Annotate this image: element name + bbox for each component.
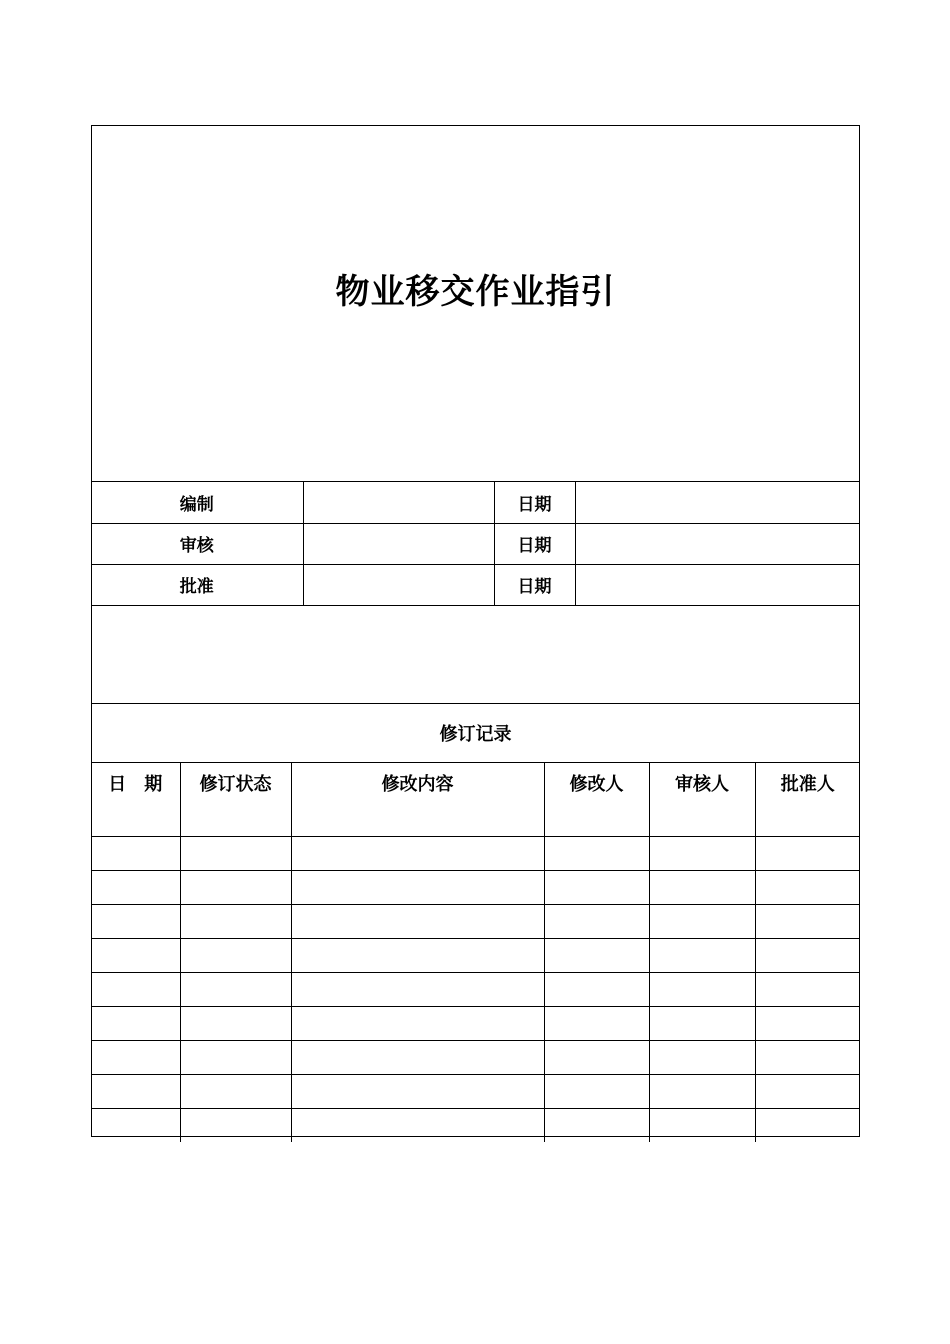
approval-name-cell[interactable]	[303, 482, 494, 523]
revision-cell[interactable]	[544, 802, 649, 836]
revision-cell[interactable]	[291, 938, 544, 972]
approval-role-label: 审核	[91, 523, 303, 564]
approval-name-cell[interactable]	[303, 564, 494, 605]
revision-cell[interactable]	[649, 904, 755, 938]
document-frame	[91, 125, 860, 1137]
revision-cell[interactable]	[544, 1108, 649, 1142]
revision-cell[interactable]	[291, 1006, 544, 1040]
revision-cell[interactable]	[291, 1040, 544, 1074]
revision-row	[91, 938, 860, 972]
revision-cell[interactable]	[180, 802, 291, 836]
revision-row	[91, 1108, 860, 1142]
revision-cell[interactable]	[291, 1108, 544, 1142]
revision-cell[interactable]	[291, 836, 544, 870]
revision-cell[interactable]	[91, 1006, 180, 1040]
revision-cell[interactable]	[649, 1074, 755, 1108]
revision-cell[interactable]	[755, 938, 860, 972]
revision-cell[interactable]	[755, 870, 860, 904]
revision-cell[interactable]	[755, 836, 860, 870]
approval-role-label: 批准	[91, 564, 303, 605]
revision-cell[interactable]	[180, 972, 291, 1006]
revision-row	[91, 1074, 860, 1108]
revision-cell[interactable]	[544, 836, 649, 870]
approval-date-label: 日期	[494, 564, 575, 605]
revision-cell[interactable]	[649, 1006, 755, 1040]
revision-cell[interactable]	[291, 904, 544, 938]
header-revision-content: 修改内容	[291, 763, 544, 802]
revision-cell[interactable]	[755, 1074, 860, 1108]
revision-cell[interactable]	[180, 836, 291, 870]
revision-cell[interactable]	[91, 1108, 180, 1142]
revision-cell[interactable]	[91, 836, 180, 870]
document-title: 物业移交作业指引	[335, 272, 616, 312]
revision-cell[interactable]	[180, 870, 291, 904]
approval-date-cell[interactable]	[575, 564, 860, 605]
revision-cell[interactable]	[755, 802, 860, 836]
revision-row	[91, 1006, 860, 1040]
revision-cell[interactable]	[544, 972, 649, 1006]
revision-cell[interactable]	[649, 1108, 755, 1142]
revision-cell[interactable]	[544, 904, 649, 938]
revision-row	[91, 904, 860, 938]
revision-cell[interactable]	[91, 1074, 180, 1108]
header-approver: 批准人	[755, 763, 860, 802]
approval-row-compile	[91, 482, 860, 523]
revision-cell[interactable]	[291, 802, 544, 836]
revision-cell[interactable]	[291, 870, 544, 904]
approval-role-label: 编制	[91, 482, 303, 523]
revision-cell[interactable]	[755, 1006, 860, 1040]
header-revision-status: 修订状态	[180, 763, 291, 802]
revision-cell[interactable]	[180, 938, 291, 972]
header-reviser: 修改人	[544, 763, 649, 802]
revision-cell[interactable]	[180, 1040, 291, 1074]
revision-cell[interactable]	[180, 904, 291, 938]
revision-header-row	[91, 763, 860, 802]
approval-row-approve	[91, 564, 860, 605]
revision-cell[interactable]	[755, 1040, 860, 1074]
revision-cell[interactable]	[649, 802, 755, 836]
revision-cell[interactable]	[649, 836, 755, 870]
revision-row	[91, 802, 860, 836]
revision-row	[91, 972, 860, 1006]
revision-cell[interactable]	[544, 1074, 649, 1108]
approval-row-review	[91, 523, 860, 564]
revision-cell[interactable]	[544, 870, 649, 904]
revision-row	[91, 1040, 860, 1074]
approval-date-label: 日期	[494, 523, 575, 564]
revision-cell[interactable]	[291, 972, 544, 1006]
header-date: 日 期	[91, 763, 180, 802]
revision-cell[interactable]	[91, 1040, 180, 1074]
revision-cell[interactable]	[91, 802, 180, 836]
revision-cell[interactable]	[755, 972, 860, 1006]
revision-cell[interactable]	[291, 1074, 544, 1108]
revision-cell[interactable]	[180, 1108, 291, 1142]
revision-cell[interactable]	[91, 972, 180, 1006]
revision-cell[interactable]	[180, 1074, 291, 1108]
revision-cell[interactable]	[649, 938, 755, 972]
approval-date-cell[interactable]	[575, 523, 860, 564]
approval-table	[91, 482, 860, 606]
revision-cell[interactable]	[649, 972, 755, 1006]
revision-cell[interactable]	[649, 870, 755, 904]
revision-cell[interactable]	[91, 870, 180, 904]
approval-name-cell[interactable]	[303, 523, 494, 564]
revision-record-title: 修订记录	[92, 704, 859, 763]
revision-cell[interactable]	[649, 1040, 755, 1074]
revision-row	[91, 836, 860, 870]
approval-date-cell[interactable]	[575, 482, 860, 523]
revision-row	[91, 870, 860, 904]
approval-date-label: 日期	[494, 482, 575, 523]
blank-area	[92, 605, 859, 704]
revision-cell[interactable]	[91, 938, 180, 972]
revision-cell[interactable]	[180, 1006, 291, 1040]
revision-cell[interactable]	[544, 938, 649, 972]
revision-cell[interactable]	[544, 1006, 649, 1040]
revision-cell[interactable]	[755, 904, 860, 938]
revision-table	[91, 763, 860, 1142]
revision-cell[interactable]	[755, 1108, 860, 1142]
title-area	[92, 126, 859, 482]
revision-cell[interactable]	[91, 904, 180, 938]
header-reviewer: 审核人	[649, 763, 755, 802]
revision-cell[interactable]	[544, 1040, 649, 1074]
